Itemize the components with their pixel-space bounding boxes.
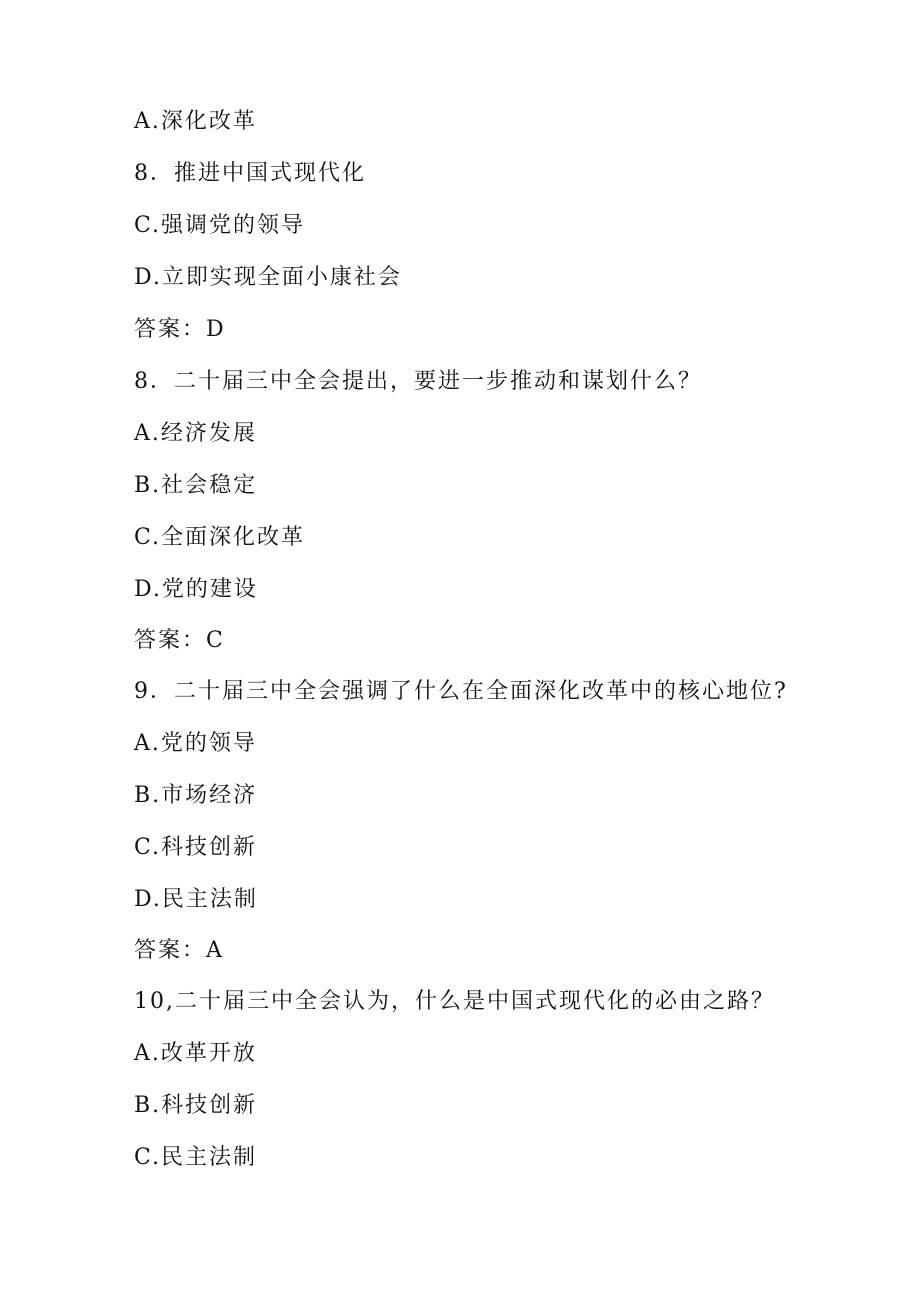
option-d-line: D.党的建设 <box>134 577 258 602</box>
option-d-line: D.民主法制 <box>134 887 258 912</box>
option-b-line: B.市场经济 <box>134 783 258 808</box>
option-a-line: A.经济发展 <box>134 421 257 446</box>
question-8-text: 8．二十届三中全会提出，要进一步推动和谋划什么？ <box>134 369 702 394</box>
answer-line: 答案：C <box>134 628 225 653</box>
option-b-line: 8．推进中国式现代化 <box>134 161 366 186</box>
option-a-line: A.改革开放 <box>134 1041 257 1066</box>
question-10-text: 10,二十届三中全会认为，什么是中国式现代化的必由之路？ <box>134 989 775 1014</box>
question-9-text: 9．二十届三中全会强调了什么在全面深化改革中的核心地位? <box>134 679 788 704</box>
option-c-line: C.全面深化改革 <box>134 525 306 550</box>
option-a-line: A.深化改革 <box>134 109 257 134</box>
option-d-line: D.立即实现全面小康社会 <box>134 265 402 290</box>
option-c-line: C.民主法制 <box>134 1145 258 1170</box>
option-c-line: C.强调党的领导 <box>134 213 306 238</box>
answer-line: 答案：A <box>134 938 224 963</box>
answer-line: 答案：D <box>134 317 226 342</box>
option-b-line: B.科技创新 <box>134 1093 258 1118</box>
option-c-line: C.科技创新 <box>134 835 258 860</box>
option-a-line: A.党的领导 <box>134 731 257 756</box>
option-b-line: B.社会稳定 <box>134 473 258 498</box>
